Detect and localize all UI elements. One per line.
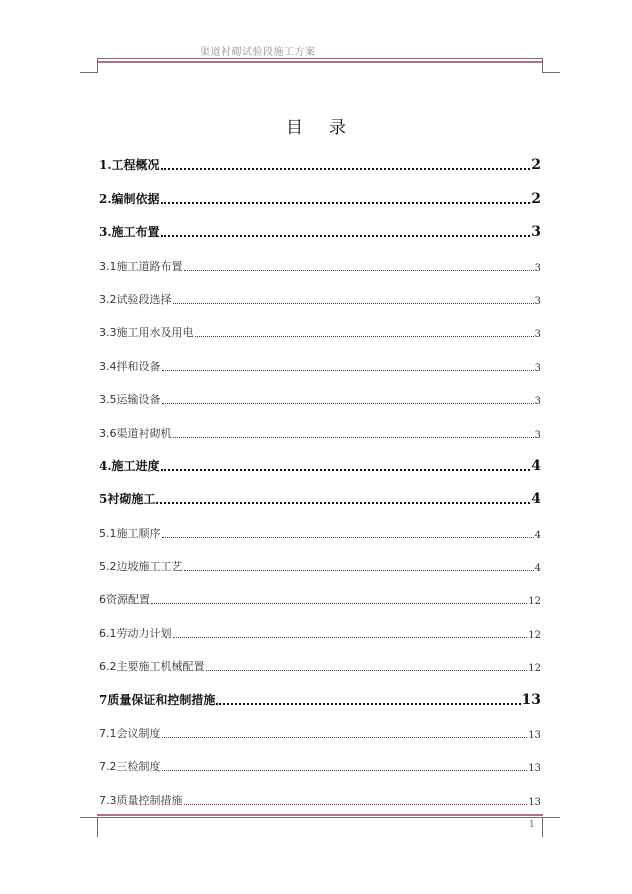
toc-entry-page: 3	[534, 329, 541, 341]
toc-entry-label: 6.1劳动力计划	[99, 626, 172, 640]
toc-dot-leader	[173, 636, 528, 638]
toc-entry[interactable]	[99, 745, 541, 778]
toc-title	[0, 113, 632, 138]
toc-entry[interactable]	[99, 712, 541, 745]
header-margin-left	[80, 72, 98, 73]
toc-dot-leader	[173, 436, 534, 438]
toc-entry[interactable]	[99, 144, 541, 177]
footer-corner-right	[542, 817, 543, 837]
toc-entry-label: 3.2试验段选择	[99, 292, 172, 306]
toc-entry-label: 3.1施工道路布置	[99, 259, 183, 273]
toc-entry-page: 2	[531, 157, 541, 174]
toc-entry-page: 12	[528, 629, 541, 641]
toc-entry[interactable]	[99, 445, 541, 478]
toc-entry-page: 3	[534, 295, 541, 307]
toc-dot-leader	[184, 569, 534, 571]
toc-dot-leader	[195, 335, 534, 337]
toc-entry[interactable]	[99, 278, 541, 311]
toc-entry-page: 3	[534, 429, 541, 441]
toc-title-char-2: 录	[329, 118, 346, 138]
toc-dot-leader	[161, 201, 531, 204]
toc-entry-label: 6资源配置	[99, 593, 150, 607]
toc-entry-label: 5衬砌施工	[99, 492, 156, 507]
toc-entry[interactable]	[99, 545, 541, 578]
toc-entry-label: 7.1会议制度	[99, 727, 161, 741]
toc-entry[interactable]	[99, 211, 541, 244]
header-title: 渠道衬砌试验段施工方案	[200, 47, 316, 58]
toc-dot-leader	[162, 402, 534, 404]
toc-entry[interactable]	[99, 511, 541, 544]
footer-margin-right	[542, 817, 560, 818]
toc-entry[interactable]	[99, 645, 541, 678]
toc-entry[interactable]	[99, 578, 541, 611]
toc-dot-leader	[161, 234, 531, 237]
toc-entry-page: 4	[531, 457, 541, 474]
toc-entry-page: 4	[531, 491, 541, 508]
toc-entry-label: 3.5运输设备	[99, 393, 161, 407]
table-of-contents	[99, 144, 541, 812]
toc-title-char-1: 目	[286, 118, 303, 138]
toc-entry-page: 13	[528, 763, 541, 775]
toc-entry[interactable]	[99, 611, 541, 644]
toc-dot-leader	[162, 736, 528, 738]
toc-entry[interactable]	[99, 244, 541, 277]
header-corner-left	[97, 58, 98, 73]
footer-rule-accent	[97, 814, 543, 816]
toc-entry-page: 3	[534, 262, 541, 274]
toc-entry[interactable]	[99, 378, 541, 411]
toc-entry-page: 13	[521, 691, 541, 708]
toc-entry-label: 7质量保证和控制措施	[99, 692, 216, 707]
toc-dot-leader	[156, 501, 530, 504]
toc-entry-page: 3	[531, 224, 541, 241]
toc-entry-label: 3.施工布置	[99, 225, 160, 240]
toc-entry-label: 1.工程概况	[99, 158, 160, 173]
header-margin-right	[542, 72, 560, 73]
toc-dot-leader	[206, 669, 528, 671]
toc-entry-label: 4.施工进度	[99, 458, 160, 473]
toc-entry-label: 5.1施工顺序	[99, 526, 161, 540]
toc-dot-leader	[184, 803, 528, 805]
toc-dot-leader	[162, 769, 528, 771]
toc-entry-label: 5.2边坡施工工艺	[99, 560, 183, 574]
toc-dot-leader	[184, 269, 534, 271]
toc-entry-page: 12	[528, 596, 541, 608]
toc-entry-page: 12	[528, 663, 541, 675]
toc-entry-page: 2	[531, 190, 541, 207]
toc-entry[interactable]	[99, 177, 541, 210]
toc-entry-page: 4	[534, 563, 541, 575]
toc-dot-leader	[161, 167, 531, 170]
header-rule-accent	[97, 61, 543, 63]
toc-entry-label: 7.3质量控制措施	[99, 793, 183, 807]
toc-dot-leader	[162, 369, 534, 371]
toc-entry-label: 3.4拌和设备	[99, 359, 161, 373]
toc-entry[interactable]	[99, 311, 541, 344]
toc-entry[interactable]	[99, 478, 541, 511]
toc-entry[interactable]	[99, 678, 541, 711]
toc-entry[interactable]	[99, 411, 541, 444]
toc-entry-page: 3	[534, 396, 541, 408]
toc-dot-leader	[216, 702, 520, 705]
toc-entry-page: 13	[528, 796, 541, 808]
toc-entry-page: 13	[528, 730, 541, 742]
toc-dot-leader	[162, 536, 534, 538]
toc-entry-label: 7.2三检制度	[99, 760, 161, 774]
toc-entry-page: 4	[534, 529, 541, 541]
toc-entry-label: 6.2主要施工机械配置	[99, 660, 205, 674]
toc-entry-label: 2.编制依据	[99, 191, 160, 206]
toc-entry-label: 3.3施工用水及用电	[99, 326, 194, 340]
toc-dot-leader	[151, 602, 527, 604]
header-corner-right	[542, 58, 543, 73]
toc-dot-leader	[173, 302, 534, 304]
footer-corner-left	[97, 817, 98, 837]
toc-dot-leader	[161, 468, 531, 471]
header-rule-top	[97, 58, 543, 59]
toc-entry[interactable]	[99, 344, 541, 377]
toc-entry-label: 3.6渠道衬砌机	[99, 426, 172, 440]
toc-entry-page: 3	[534, 362, 541, 374]
toc-entry[interactable]	[99, 778, 541, 811]
page-number: 1	[529, 820, 535, 830]
footer-rule	[97, 817, 543, 818]
footer-margin-left	[80, 817, 98, 818]
